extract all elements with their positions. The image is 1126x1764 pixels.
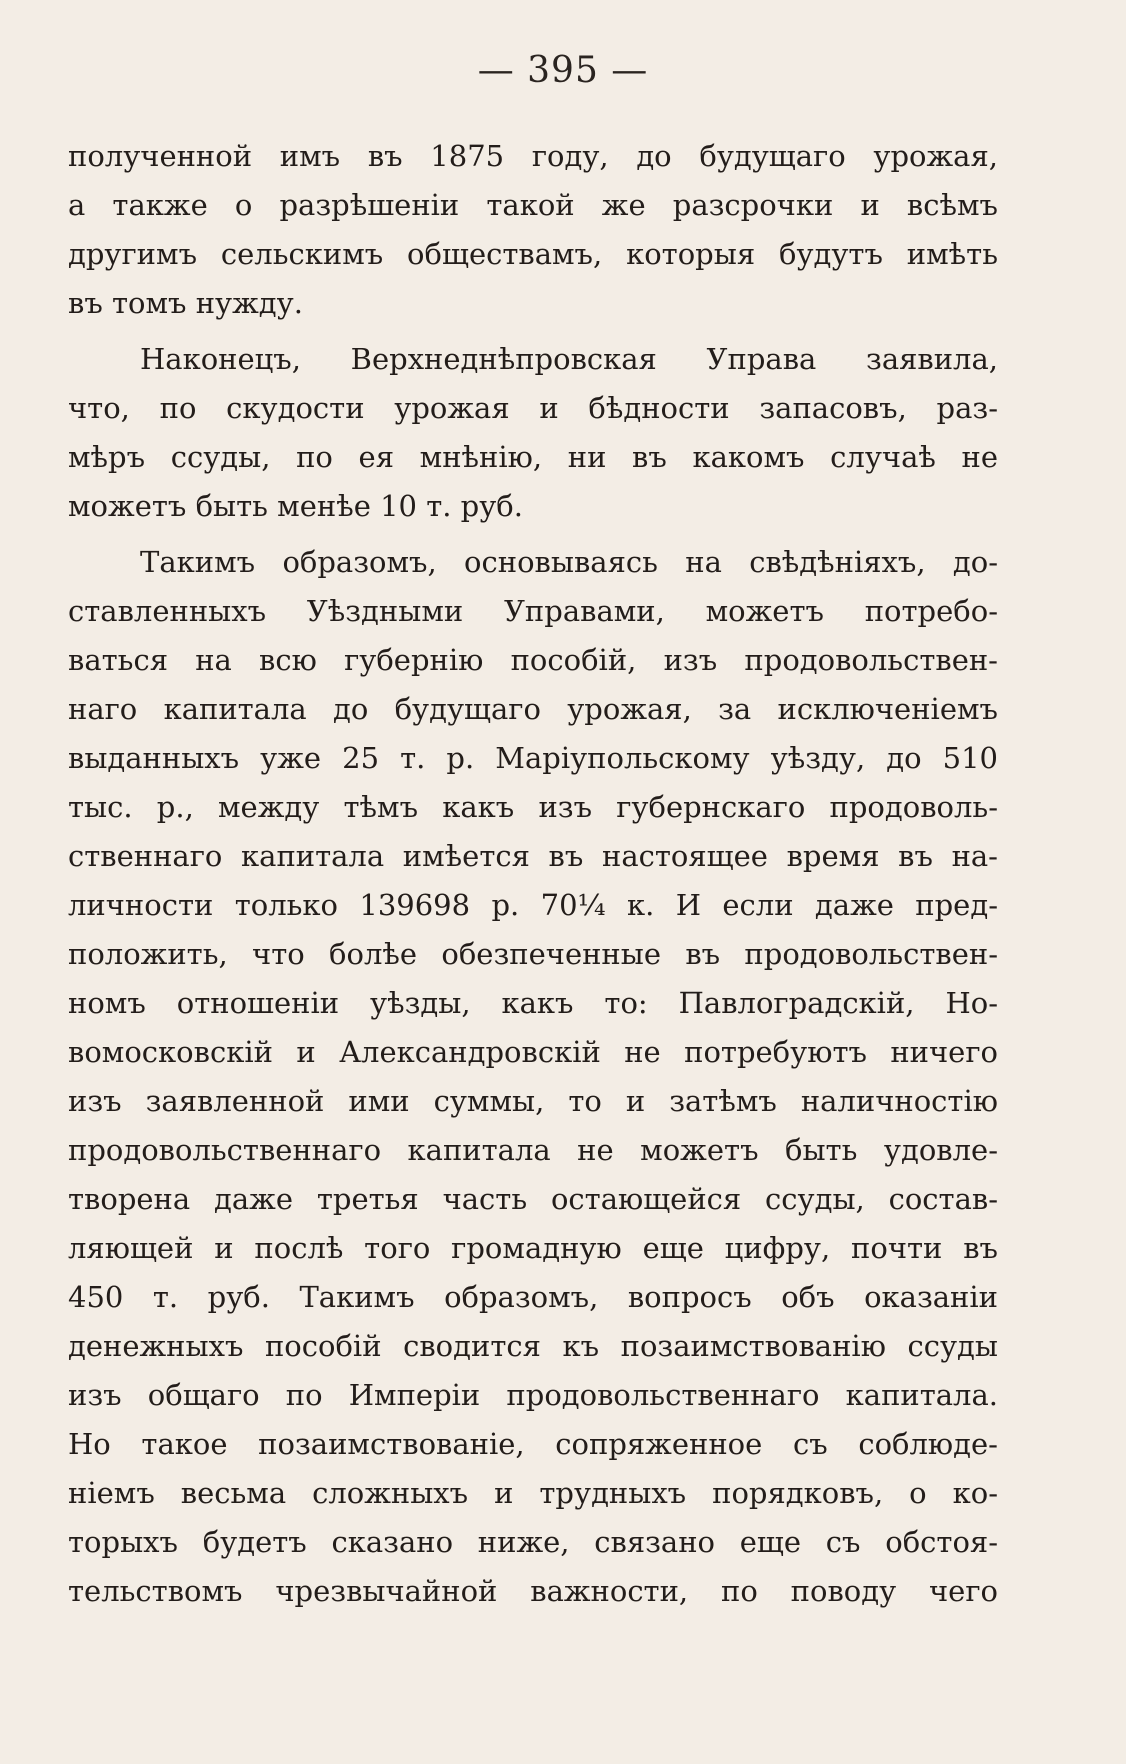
text-line: Но такое позаимствованіе, сопряженное съ соблюде- (68, 1427, 998, 1461)
text-line: ляющей и послѣ того громадную еще цифру, почти въ (68, 1231, 998, 1265)
text-line: вомосковскій и Александровскій не потребуютъ ничего (68, 1035, 998, 1069)
text-line: денежныхъ пособій сводится къ позаимствованію ссуды (68, 1329, 998, 1363)
text-line: торыхъ будетъ сказано ниже, связано еще съ обстоя- (68, 1525, 998, 1559)
page-number: — 395 — (477, 50, 649, 91)
text-line: другимъ сельскимъ обществамъ, которыя будутъ имѣть (68, 237, 998, 271)
body-text (68, 132, 998, 1616)
text-line: наго капитала до будущаго урожая, за исключеніемъ (68, 692, 998, 726)
text-line: ственнаго капитала имѣется въ настоящее время въ на- (68, 839, 998, 873)
text-line: что, по скудости урожая и бѣдности запасовъ, раз- (68, 391, 998, 425)
text-line: творена даже третья часть остающейся ссуды, состав- (68, 1182, 998, 1216)
text-line: тельствомъ чрезвычайной важности, по поводу чего (68, 1574, 998, 1608)
text-line: мѣръ ссуды, по ея мнѣнію, ни въ какомъ случаѣ не (68, 440, 998, 474)
text-line: а также о разрѣшеніи такой же разсрочки и всѣмъ (68, 188, 998, 222)
text-line: въ томъ нужду. (68, 286, 303, 320)
paragraph-start-line: Такимъ образомъ, основываясь на свѣдѣніяхъ, до- (140, 545, 998, 579)
text-line: номъ отношеніи уѣзды, какъ то: Павлоградскій, Но- (68, 986, 998, 1020)
text-line: ніемъ весьма сложныхъ и трудныхъ порядковъ, о ко- (68, 1476, 998, 1510)
text-line: ваться на всю губернію пособій, изъ продовольствен- (68, 643, 998, 677)
text-line: личности только 139698 р. 70¼ к. И если даже пред- (68, 888, 998, 922)
text-line: положить, что болѣе обезпеченные въ продовольствен- (68, 937, 998, 971)
text-line: полученной имъ въ 1875 году, до будущаго урожая, (68, 139, 998, 173)
text-line: выданныхъ уже 25 т. р. Маріупольскому уѣзду, до 510 (68, 741, 998, 775)
text-line: 450 т. руб. Такимъ образомъ, вопросъ объ оказаніи (68, 1280, 998, 1314)
text-line: продовольственнаго капитала не можетъ быть удовле- (68, 1133, 998, 1167)
paragraph-start-line: Наконецъ, Верхнеднѣпровская Управа заявила, (140, 342, 998, 376)
text-line: изъ заявленной ими суммы, то и затѣмъ наличностію (68, 1084, 998, 1118)
text-line: изъ общаго по Имперіи продовольственнаго капитала. (68, 1378, 998, 1412)
text-line: можетъ быть менѣе 10 т. руб. (68, 489, 523, 523)
text-line: ставленныхъ Уѣздными Управами, можетъ потребо- (68, 594, 998, 628)
text-line: тыс. р., между тѣмъ какъ изъ губернскаго продоволь- (68, 790, 998, 824)
